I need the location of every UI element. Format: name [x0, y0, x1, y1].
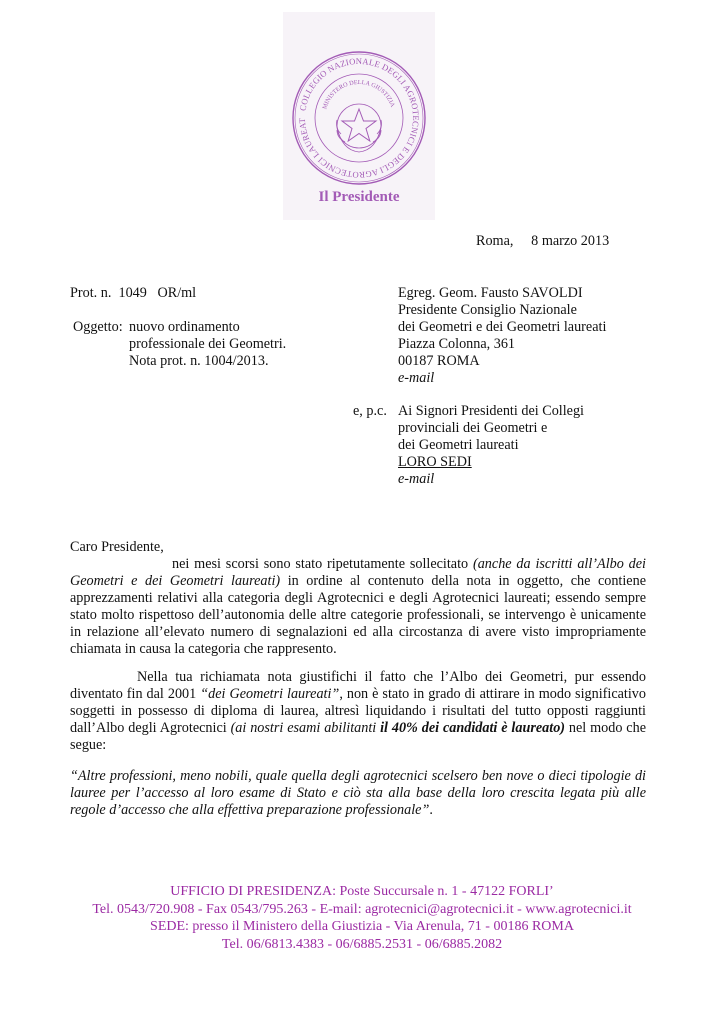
cc-label: e, p.c.	[353, 403, 387, 419]
subject-line-2: professionale dei Geometri.	[129, 336, 287, 352]
footer-line-4: Tel. 06/6813.4383 - 06/6885.2531 - 06/6885.2082	[221, 936, 503, 952]
date-place: Roma,	[476, 233, 514, 249]
quoted-passage	[70, 768, 646, 819]
subject-label: Oggetto:	[73, 319, 123, 335]
cc-line-1: Ai Signori Presidenti dei Collegi	[398, 403, 585, 419]
protocol-code: OR/ml	[157, 285, 197, 301]
p2-part-c: , non è stato in grado di attirare in modo significativo soggetti in possesso di diploma di laurea, altresì liquidando i risultati del tutto opposti raggiunti dall’Albo degli Agrotecnici	[70, 686, 646, 736]
cc-line-4: LORO SEDI	[398, 454, 472, 470]
protocol-label: Prot. n.	[70, 285, 112, 301]
quote-end: .	[429, 802, 433, 818]
recipient-role: Presidente Consiglio Nazionale	[398, 302, 577, 318]
p2-part-d: (ai nostri esami abilitanti	[230, 720, 381, 736]
p2-part-e: il 40% dei candidati è laureato)	[380, 720, 566, 736]
p1-part-a: nei mesi scorsi sono stato ripetutamente sollecitato	[172, 556, 473, 572]
svg-text:MINISTERO DELLA GIUSTIZIA: MINISTERO DELLA GIUSTIZIA	[321, 78, 397, 111]
cc-line-2: provinciali dei Geometri e	[398, 420, 548, 436]
letter-footer	[40, 883, 684, 953]
cc-line-3: dei Geometri laureati	[398, 437, 519, 453]
paragraph-2	[70, 669, 646, 754]
recipient-name: Egreg. Geom. Fausto SAVOLDI	[398, 285, 583, 301]
recipient-street: Piazza Colonna, 361	[398, 336, 516, 352]
protocol-number: 1049	[118, 285, 147, 301]
recipient-address	[398, 285, 606, 387]
p1-part-c: in ordine al contenuto della nota in oggetto, che contiene apprezzamenti relativi alla categoria degli Agrotecnici e degli Agrotecnici laureati; essendo sempre stato molto rispettoso dell’autonomia delle altre categorie professionali, se intervengo è unicamente in relazione all’elevato numero di segnalazioni ed alla circostanza di avere visto impropriamente chiamata in causa la categoria che rappresento.	[70, 573, 646, 657]
footer-line-3: SEDE: presso il Ministero della Giustizia - Via Arenula, 71 - 00186 ROMA	[150, 919, 574, 934]
subject-line-1: nuovo ordinamento	[129, 319, 240, 335]
recipient-org: dei Geometri e dei Geometri laureati	[398, 319, 607, 335]
letter-date	[476, 233, 609, 250]
date-value: 8 marzo 2013	[531, 233, 610, 249]
subject-line-3: Nota prot. n. 1004/2013.	[129, 353, 269, 369]
recipient-city: 00187 ROMA	[398, 353, 480, 369]
cc-address	[398, 403, 584, 488]
quote-text: “Altre professioni, meno nobili, quale quella degli agrotecnici scelsero ben nove o dieci tipologie di lauree per l’accesso al loro esame di Stato e ciò sta alla base della loro crescita legata più alle regole d’accesso che alla effettiva preparazione professionale”	[70, 768, 646, 818]
p2-part-b: “dei Geometri laureati”	[200, 686, 340, 702]
cc-delivery: e-mail	[398, 471, 435, 487]
official-seal-logo	[289, 48, 429, 188]
greeting: Caro Presidente,	[70, 539, 164, 555]
letterhead-title: Il Presidente	[318, 189, 400, 205]
svg-text:COLLEGIO NAZIONALE DEGLI AGROT: COLLEGIO NAZIONALE DEGLI AGROTECNICI E DEGLI AGROTECNICI LAUREAT	[296, 55, 422, 181]
recipient-delivery: e-mail	[398, 370, 435, 386]
protocol-line	[70, 285, 196, 302]
p1-part-b: (anche da iscritti all’Albo dei Geometri e dei Geometri laureati)	[70, 556, 646, 589]
paragraph-1	[70, 556, 646, 658]
p2-part-a: Nella tua richiamata nota giustifichi il fatto che l’Albo dei Geometri, pur essendo diventato fin dal 2001	[70, 669, 646, 702]
p2-part-f: nel modo che segue:	[70, 720, 646, 753]
footer-line-1: UFFICIO DI PRESIDENZA: Poste Succursale n. 1 - 47122 FORLI’	[170, 884, 554, 899]
footer-line-2: Tel. 0543/720.908 - Fax 0543/795.263 - E-mail: agrotecnici@agrotecnici.it - www.agrotecnici.it	[92, 901, 632, 917]
